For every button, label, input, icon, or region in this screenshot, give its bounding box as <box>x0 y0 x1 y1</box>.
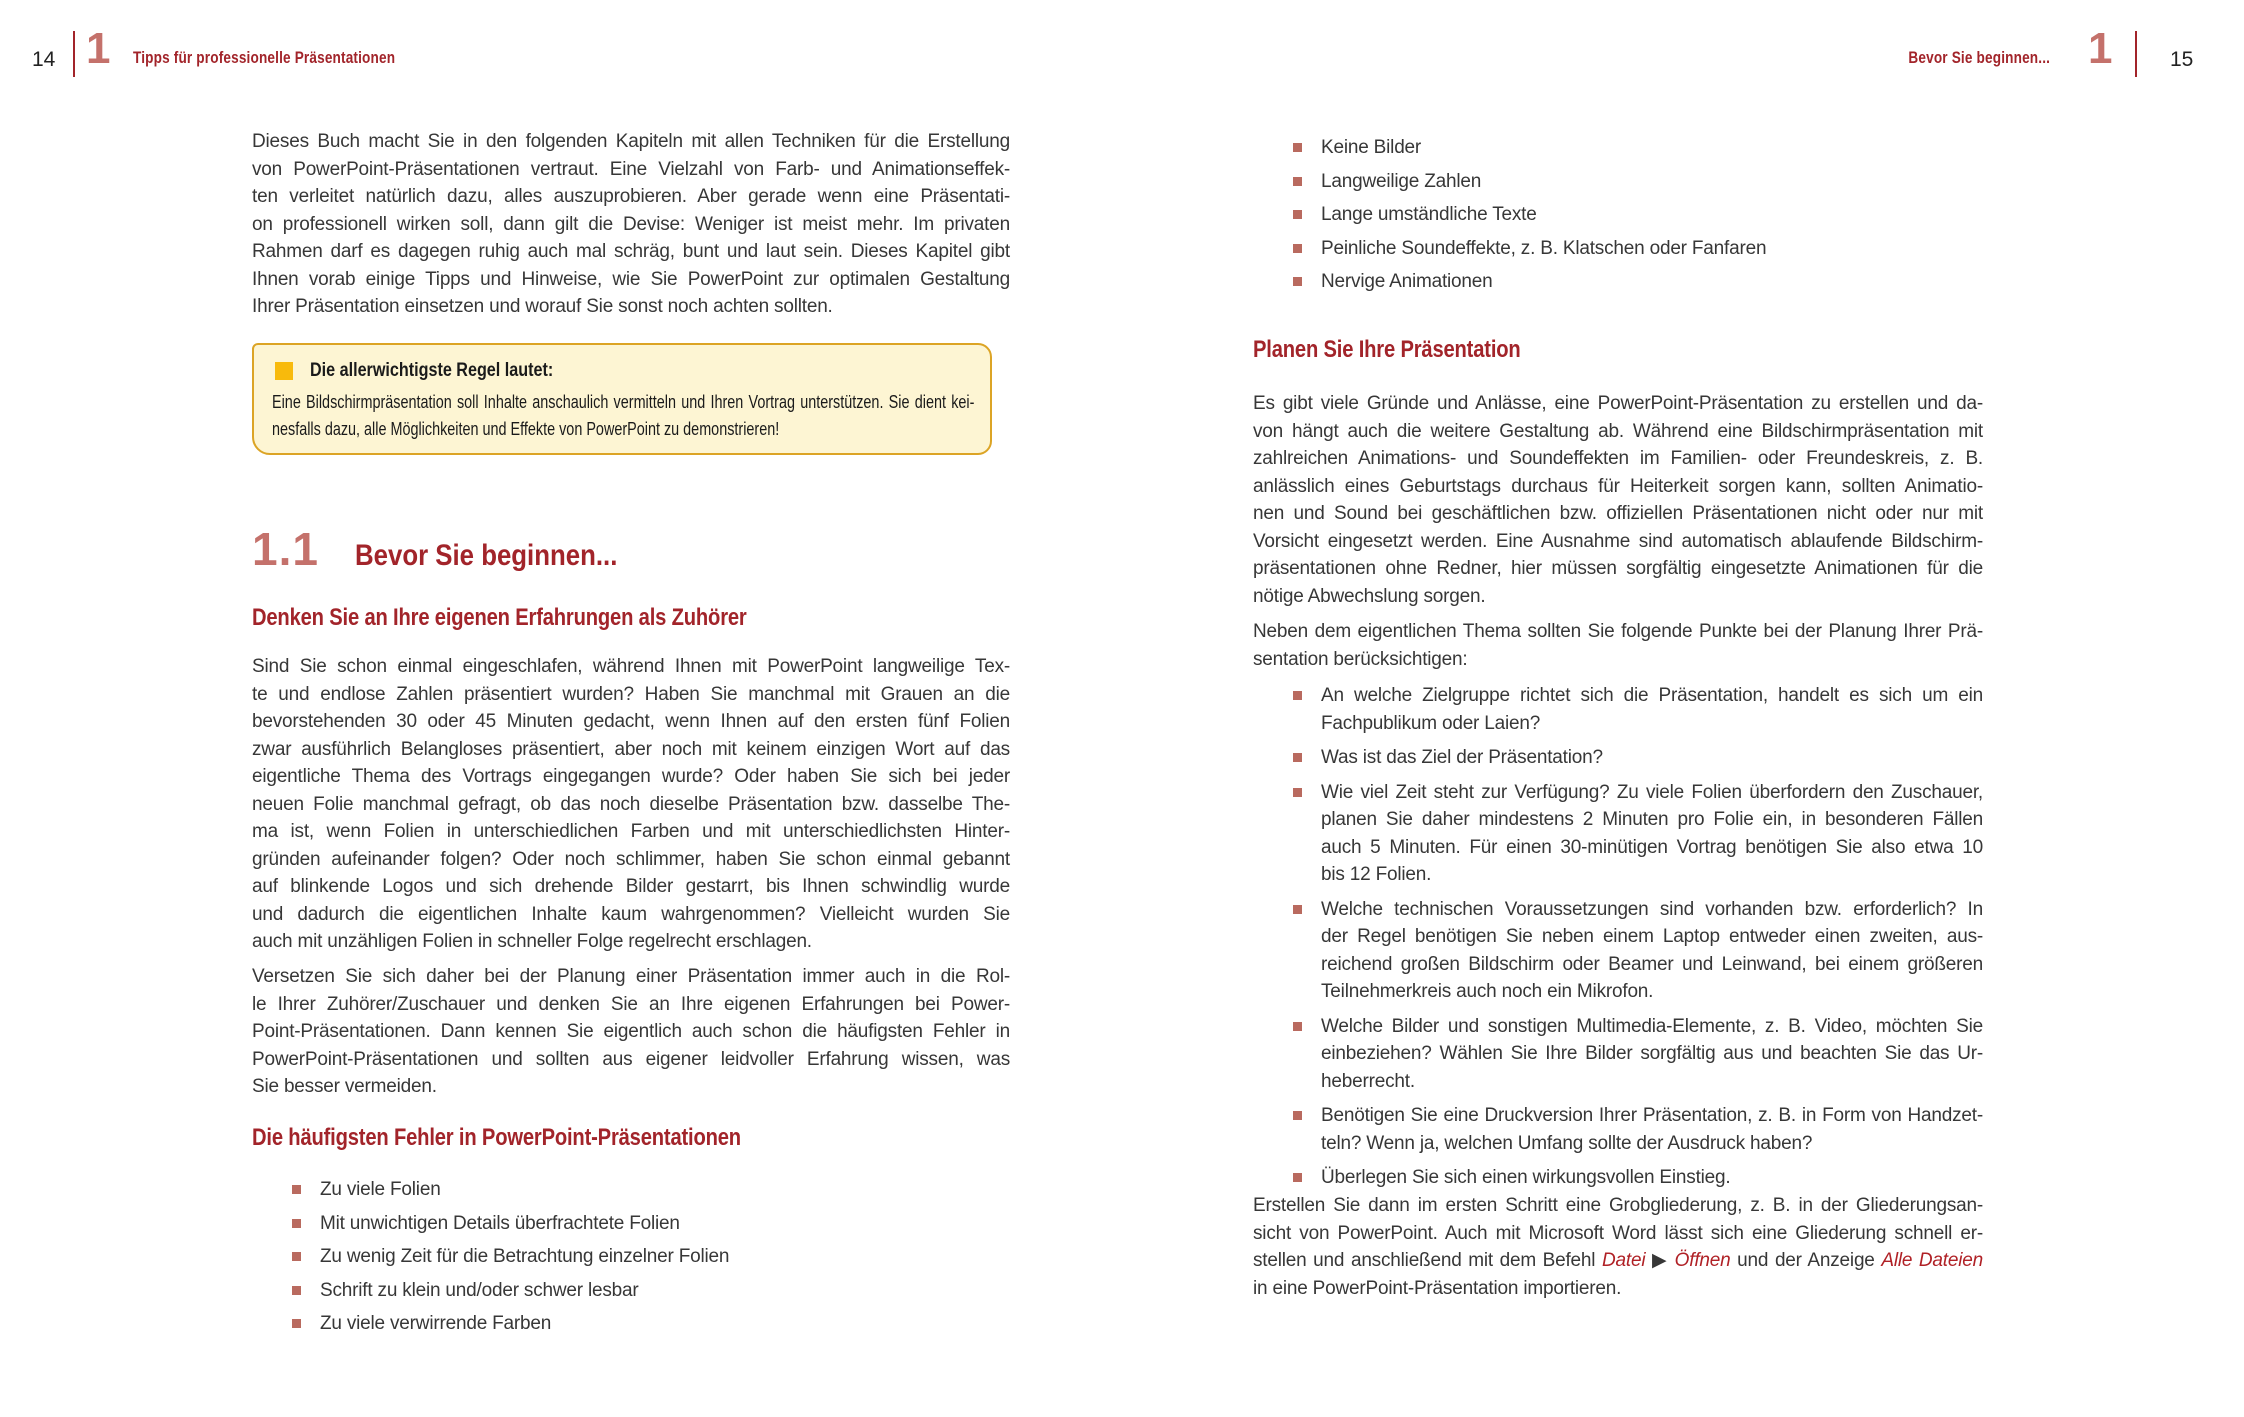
text-line: in eine PowerPoint-Präsentation importieren. <box>1253 1277 1622 1299</box>
text-line: Langweilige Zahlen <box>1321 170 1482 192</box>
list-item <box>1253 682 1983 737</box>
list-item <box>1253 779 1983 889</box>
text-line: Ihrer Präsentation einsetzen und worauf Sie sonst noch achten sollten. <box>252 296 833 317</box>
chapter-number-right: 1 <box>2088 24 2113 73</box>
list-item <box>252 1210 1010 1238</box>
text-line: nen und Sound bei geschäftlichen bzw. offiziellen Präsentationen nicht oder nur mit <box>1253 503 1983 524</box>
header-rule-right <box>2135 31 2137 77</box>
text-line: heberrecht. <box>1321 1070 1415 1092</box>
list-item <box>1253 235 1983 263</box>
bullet-square-icon <box>1293 905 1302 914</box>
text-line: Dieses Buch macht Sie in den folgenden Kapiteln mit allen Techniken für die Erstellung <box>252 131 1010 152</box>
text-line: Zu viele Folien <box>320 1179 441 1200</box>
list-item-text <box>1321 779 1983 889</box>
text-line: Point-Präsentationen. Dann kennen Sie eigentlich auch schon die häufigsten Fehler in <box>252 1021 1010 1042</box>
text-line: Keine Bilder <box>1321 137 1422 158</box>
text-line: Es gibt viele Gründe und Anlässe, eine PowerPoint-Präsentation zu erstellen und da- <box>1253 393 1983 414</box>
text-line: Welche technischen Voraussetzungen sind vorhanden bzw. erforderlich? In <box>1321 898 1983 920</box>
list-item-text <box>320 1310 1010 1338</box>
text-line: Sie besser vermeiden. <box>252 1076 437 1097</box>
text-line: von PowerPoint-Präsentationen vertraut. Eine Vielzahl von Farb- und Animationseffek- <box>252 158 1010 180</box>
chapter-number-left: 1 <box>86 24 111 73</box>
mistakes-bullet-list <box>252 1176 1010 1344</box>
bullet-square-icon <box>1293 1022 1302 1031</box>
text-line: Neben dem eigentlichen Thema sollten Sie folgende Punkte bei der Planung Ihrer Prä- <box>1253 621 1983 642</box>
text-line: zahlreichen Animations- und Soundeffekten im Familien- oder Freundeskreis, z. B. <box>1253 448 1983 469</box>
text-line: Schrift zu klein und/oder schwer lesbar <box>320 1279 639 1301</box>
list-item-text <box>1321 896 1983 1006</box>
text-line: sicht von PowerPoint. Auch mit Microsoft Word lässt sich eine Gliederung schnell er- <box>1253 1222 1983 1244</box>
bullet-square-icon <box>1293 244 1302 253</box>
text-line: Teilnehmerkreis auch noch ein Mikrofon. <box>1321 981 1654 1002</box>
text-line: Ihnen vorab einige Tipps und Hinweise, wie Sie PowerPoint zur optimalen Gestaltung <box>252 268 1010 290</box>
list-item-text <box>320 1210 1010 1238</box>
text-line: nesfalls dazu, alle Möglichkeiten und Effekte von PowerPoint zu demonstrieren! <box>272 419 780 439</box>
text-line: Nervige Animationen <box>1321 271 1493 292</box>
bullet-square-icon <box>1293 143 1302 152</box>
text-line: planen Sie daher mindestens 2 Minuten pro Folie ein, in besonderen Fällen <box>1321 809 1983 830</box>
command-label: Alle Dateien <box>1881 1250 1983 1271</box>
intro-paragraph <box>252 128 1010 321</box>
list-item-text <box>1321 1102 1983 1157</box>
planning-intro-paragraph <box>1253 618 1983 673</box>
text-line: ten verleitet natürlich dazu, alles auszuprobieren. Aber gerade wenn eine Präsentati- <box>252 186 1010 207</box>
text-line: Rahmen darf es dagegen ruhig auch mal schräg, bunt und laut sein. Dieses Kapitel gibt <box>252 241 1010 262</box>
bullet-square-icon <box>1293 753 1302 762</box>
planning-paragraph <box>1253 390 1983 610</box>
text-line: stellen und anschließend mit dem Befehl Datei ▶ Öffnen und der Anzeige Alle Dateien <box>1253 1250 1983 1271</box>
text-line: einbeziehen? Wählen Sie Ihre Bilder sorgfältig aus und beachten Sie das Ur- <box>1321 1043 1983 1064</box>
text-line: anlässlich eines Geburtstags durchaus für Heiterkeit sorgen kann, sollten Animatio- <box>1253 475 1983 497</box>
text-line: PowerPoint-Präsentationen und sollten aus eigener leidvoller Erfahrung wissen, was <box>252 1048 1010 1070</box>
text-line: Welche Bilder und sonstigen Multimedia-Elemente, z. B. Video, möchten Sie <box>1321 1015 1983 1037</box>
note-square-icon <box>275 362 293 380</box>
bullet-square-icon <box>292 1286 301 1295</box>
list-item-text <box>1321 682 1983 737</box>
mistakes-bullet-list-continued <box>1253 134 1983 302</box>
text-line: le Ihrer Zuhörer/Zuschauer und denken Sie an Ihre eigenen Erfahrungen bei Power- <box>252 993 1010 1015</box>
note-box-header <box>275 360 596 382</box>
section-heading <box>252 522 660 576</box>
running-title-right: Bevor Sie beginnen... <box>1908 48 2050 67</box>
text-line: Erstellen Sie dann im ersten Schritt eine Grobgliederung, z. B. in der Gliederungsan- <box>1253 1195 1983 1216</box>
bullet-square-icon <box>1293 277 1302 286</box>
list-item <box>1253 268 1983 296</box>
text-line: Eine Bildschirmpräsentation soll Inhalte anschaulich vermitteln und Ihren Vortrag unterstützen. Sie dient kei- <box>272 392 975 412</box>
text-line: präsentationen ohne Redner, hier müssen sorgfältig eingesetzte Animationen für die <box>1253 558 1983 579</box>
list-item <box>252 1243 1010 1271</box>
list-item <box>1253 744 1983 772</box>
list-item <box>1253 1164 1983 1192</box>
list-item-text <box>1321 134 1983 162</box>
list-item <box>1253 134 1983 162</box>
bullet-square-icon <box>292 1252 301 1261</box>
text-line: Sind Sie schon einmal eingeschlafen, während Ihnen mit PowerPoint langweilige Tex- <box>252 656 1010 677</box>
section-number: 1.1 <box>252 523 319 575</box>
advice-paragraph <box>252 963 1010 1101</box>
subheading-planning: Planen Sie Ihre Präsentation <box>1253 336 1521 363</box>
list-item-text <box>1321 268 1983 296</box>
bullet-square-icon <box>292 1219 301 1228</box>
text-line: bevorstehenden 30 oder 45 Minuten gedacht, wenn Ihnen auf den ersten fünf Folien <box>252 711 1010 732</box>
closing-paragraph <box>1253 1192 1983 1302</box>
text-line: Was ist das Ziel der Präsentation? <box>1321 747 1603 768</box>
text-line: eigentliche Thema des Vortrags eingegangen wurde? Oder haben Sie sich bei jeder <box>252 766 1010 787</box>
bullet-square-icon <box>1293 691 1302 700</box>
experience-paragraph <box>252 653 1010 956</box>
text-line: bis 12 Folien. <box>1321 864 1432 885</box>
text-line: Lange umständliche Texte <box>1321 204 1537 225</box>
text-line: Vorsicht eingesetzt werden. Eine Ausnahme sind automatisch ablaufende Bildschirm- <box>1253 530 1983 552</box>
list-item <box>1253 1102 1983 1157</box>
text-line: auf blinkende Logos und sich drehende Bilder gestarrt, bis Ihnen schwindlig wurde <box>252 876 1010 897</box>
text-line: Benötigen Sie eine Druckversion Ihrer Präsentation, z. B. in Form von Handzet- <box>1321 1105 1983 1126</box>
list-item-text <box>1321 168 1983 196</box>
list-item <box>1253 168 1983 196</box>
text-line: Überlegen Sie sich einen wirkungsvollen Einstieg. <box>1321 1167 1731 1188</box>
list-item-text <box>320 1176 1010 1204</box>
text-line: on professionell wirken soll, dann gilt die Devise: Weniger ist meist mehr. Im privaten <box>252 213 1010 235</box>
list-item <box>1253 201 1983 229</box>
note-box-text <box>272 389 974 443</box>
header-rule-left <box>73 31 75 77</box>
text-line: Versetzen Sie sich daher bei der Planung einer Präsentation immer auch in die Rol- <box>252 966 1010 987</box>
list-item-text <box>1321 1164 1983 1192</box>
bullet-square-icon <box>1293 1173 1302 1182</box>
bullet-square-icon <box>292 1319 301 1328</box>
text-line: Peinliche Soundeffekte, z. B. Klatschen oder Fanfaren <box>1321 237 1767 259</box>
text-line: Zu wenig Zeit für die Betrachtung einzelner Folien <box>320 1246 730 1267</box>
section-title: Bevor Sie beginnen... <box>354 539 618 572</box>
text-line: teln? Wenn ja, welchen Umfang sollte der Ausdruck haben? <box>1321 1132 1813 1154</box>
bullet-square-icon <box>1293 210 1302 219</box>
text-line: ma ist, wenn Folien in unterschiedlichen Farben und mit unterschiedlichsten Hinter- <box>252 821 1010 842</box>
bullet-square-icon <box>292 1185 301 1194</box>
subheading-mistakes: Die häufigsten Fehler in PowerPoint-Präsentationen <box>252 1124 741 1151</box>
list-item <box>252 1310 1010 1338</box>
text-line: te und endlose Zahlen präsentiert wurden? Haben Sie manchmal mit Grauen an die <box>252 683 1010 705</box>
text-line: von hängt auch die weitere Gestaltung ab. Während eine Bildschirmpräsentation mit <box>1253 420 1983 442</box>
list-item-text <box>320 1243 1010 1271</box>
list-item-text <box>320 1277 1010 1305</box>
command-label: Öffnen <box>1674 1250 1731 1271</box>
text-line: Mit unwichtigen Details überfrachtete Folien <box>320 1212 680 1234</box>
text-line: und dadurch die eigentlichen Inhalte kaum wahrgenommen? Vielleicht wurden Sie <box>252 903 1010 925</box>
bullet-square-icon <box>1293 177 1302 186</box>
page-number-left: 14 <box>32 48 56 71</box>
text-line: reichend großen Bildschirm oder Beamer und Leinwand, bei einem größeren <box>1321 953 1983 975</box>
text-line: der Regel benötigen Sie neben einem Laptop entweder einen zweiten, aus- <box>1321 926 1983 947</box>
planning-bullet-list <box>1253 682 1983 1199</box>
text-line: gründen aufeinander folgen? Oder noch schlimmer, haben Sie schon einmal gebannt <box>252 848 1010 870</box>
list-item-text <box>1321 744 1983 772</box>
text-line: Zu viele verwirrende Farben <box>320 1313 552 1334</box>
note-box <box>252 343 992 455</box>
list-item <box>1253 896 1983 1006</box>
text-line: auch mit unzähligen Folien in schneller Folge regelrecht erschlagen. <box>252 931 812 952</box>
text-line: Fachpublikum oder Laien? <box>1321 712 1541 734</box>
text-line: sentation berücksichtigen: <box>1253 648 1468 670</box>
text-line: auch 5 Minuten. Für einen 30-minütigen Vortrag benötigen Sie also etwa 10 <box>1321 836 1983 858</box>
text-line: zwar ausführlich Belangloses präsentiert, aber noch mit keinem einzigen Wort auf das <box>252 738 1010 760</box>
text-line: neuen Folie manchmal gefragt, ob das noch dieselbe Präsentation bzw. dasselbe The- <box>252 793 1010 815</box>
list-item <box>252 1176 1010 1204</box>
list-item-text <box>1321 1013 1983 1096</box>
list-item <box>1253 1013 1983 1096</box>
text-line: An welche Zielgruppe richtet sich die Präsentation, handelt es sich um ein <box>1321 685 1983 706</box>
list-item <box>252 1277 1010 1305</box>
page-number-right: 15 <box>2170 48 2194 71</box>
bullet-square-icon <box>1293 788 1302 797</box>
list-item-text <box>1321 235 1983 263</box>
note-box-title: Die allerwichtigste Regel lautet: <box>310 360 554 381</box>
running-title-left: Tipps für professionelle Präsentationen <box>133 48 396 67</box>
command-label: Datei <box>1601 1250 1646 1271</box>
bullet-square-icon <box>1293 1111 1302 1120</box>
text-line: nötige Abwechslung sorgen. <box>1253 585 1486 607</box>
subheading-experience: Denken Sie an Ihre eigenen Erfahrungen als Zuhörer <box>252 604 747 631</box>
text-line: Wie viel Zeit steht zur Verfügung? Zu viele Folien überfordern den Zuschauer, <box>1321 781 1983 803</box>
list-item-text <box>1321 201 1983 229</box>
